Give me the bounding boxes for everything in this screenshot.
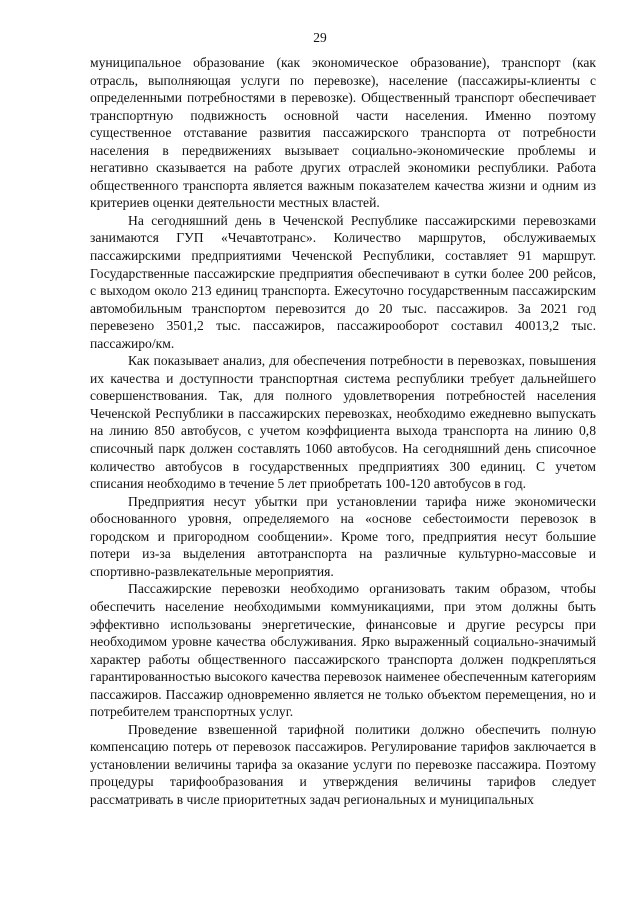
paragraph-enterprise-losses: Предприятия несут убытки при установлении тарифа ниже экономически обоснованного уровня, определяемого на «основе себестоимости перевозок в городском и пригородном сообщении». Кроме того, предприятия несут большие потери из-за выделения автотранспорта на различные культурно-массовые и спортивно-развлекательные мероприятия. <box>90 493 596 579</box>
page-number: 29 <box>313 30 327 45</box>
paragraph-fleet-analysis: Как показывает анализ, для обеспечения потребности в перевозках, повышения их качества и доступности транспортная система республики требует дальнейшего совершенствования. Так, для полного удовлетворения потребностей населения Чеченской Республики в пассажирских перевозках, необходимо ежедневно выпускать на линию 850 автобусов, с учетом коэффициента выхода транспорта на линию 0,8 списочный парк должен составлять 1060 автобусов. На сегодняшний день списочное количество автобусов в государственных предприятиях 300 единиц. С учетом списания необходимо в течение 5 лет приобретать 100-120 автобусов в год. <box>90 353 596 492</box>
paragraph-transport-organization: Пассажирские перевозки необходимо организовать таким образом, чтобы обеспечить население необходимыми коммуникациями, при этом должны быть эффективно использованы энергетические, финансовые и другие ресурсы при необходимом уровне качества обслуживания. Ярко выраженный социально-значимый характер работы общественного пассажирского транспорта должен подкрепляться гарантированностью высокого качества перевозок наименее обеспеченным категориям пассажиров. Пассажир одновременно является не только объектом перемещения, но и потребителем транспортных услуг. <box>90 581 596 720</box>
paragraph-continuation: муниципальное образование (как экономическое образование), транспорт (как отрасль, выполняющая услуги по перевозке), население (пассажиры-клиенты с определенными потребностями в перевозке). Общественный транспорт обеспечивает транспортную подвижность основной части населения. Именно поэтому существенное отставание развития пассажирского транспорта от потребности населения в передвижениях вызывает социально-экономические проблемы и негативно сказывается на работе других отраслей экономики республики. Работа общественного транспорта является важным показателем качества жизни и одним из критериев оценки деятельности местных властей. <box>90 55 596 211</box>
paragraph-tariff-policy: Проведение взвешенной тарифной политики должно обеспечить полную компенсацию потерь от перевозок пассажиров. Регулирование тарифов заключается в установлении величины тарифа за оказание услуги по перевозке пассажира. Поэтому процедуры тарифообразования и утверждения величины тарифов следует рассматривать в числе приоритетных задач региональных и муниципальных <box>90 721 596 807</box>
paragraph-passenger-transport-status: На сегодняшний день в Чеченской Республике пассажирскими перевозками занимаются ГУП «Чечавтотранс». Количество маршрутов, обслуживаемых пассажирскими предприятиями Чеченской Республики, составляет 91 маршрут. Государственные пассажирские предприятия обеспечивают в сутки более 200 рейсов, с выходом около 213 единиц транспорта. Ежесуточно государственным пассажирским автомобильным транспортом перевозится до 20 тыс. пассажиров. За 2021 год перевезено 3501,2 тыс. пассажиров, пассажирооборот составил 40013,2 тыс. пассажиро/км. <box>90 212 596 351</box>
body-text <box>90 54 596 809</box>
